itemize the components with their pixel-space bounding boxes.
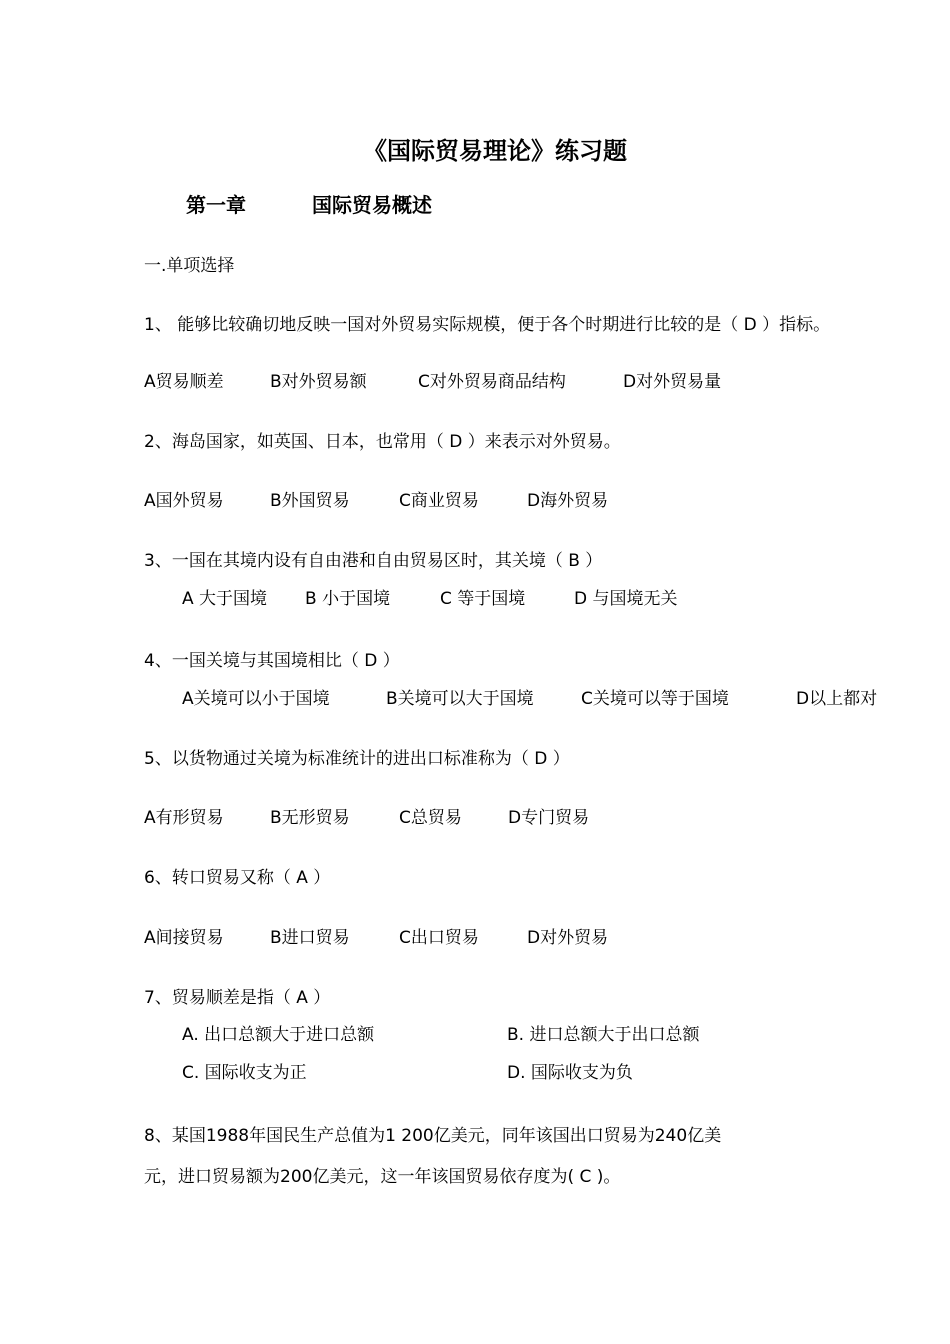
option-d: D 与国境无关: [574, 589, 678, 609]
option-d: D对外贸易量: [623, 372, 722, 392]
question-options-5: [0, 806, 950, 830]
question-stem-8-line-2: 元，进口贸易额为200亿美元，这一年该国贸易依存度为( C )。: [144, 1167, 621, 1187]
option-a: A国外贸易: [144, 491, 224, 511]
question-options-2: [0, 489, 950, 513]
option-b: B对外贸易额: [270, 372, 367, 392]
option-c: C 等于国境: [440, 589, 526, 609]
chapter-number: 第一章: [186, 193, 246, 217]
document-title: 《国际贸易理论》练习题: [363, 137, 627, 165]
option-c: C总贸易: [399, 808, 462, 828]
option-b: B关境可以大于国境: [386, 689, 534, 709]
question-options-4: [0, 687, 950, 711]
option-c: C关境可以等于国境: [581, 689, 729, 709]
option-d: D. 国际收支为负: [507, 1063, 633, 1083]
question-stem-4: 4、一国关境与其国境相比（ D ）: [144, 651, 400, 671]
question-options-3: [0, 587, 950, 611]
option-d: D以上都对: [796, 689, 878, 709]
option-a: A贸易顺差: [144, 372, 224, 392]
option-c: C出口贸易: [399, 928, 479, 948]
option-b: B进口贸易: [270, 928, 350, 948]
question-stem-2: 2、海岛国家，如英国、日本，也常用（ D ）来表示对外贸易。: [144, 432, 621, 452]
chapter-name: 国际贸易概述: [312, 193, 432, 217]
section-heading: 一.单项选择: [144, 256, 235, 276]
option-b: B 小于国境: [305, 589, 391, 609]
question-options-7-row-1: [0, 1023, 950, 1047]
option-a: A有形贸易: [144, 808, 224, 828]
option-d: D对外贸易: [527, 928, 609, 948]
option-a: A 大于国境: [182, 589, 268, 609]
question-stem-3: 3、一国在其境内设有自由港和自由贸易区时，其关境（ B ）: [144, 551, 603, 571]
question-stem-6: 6、转口贸易又称（ A ）: [144, 868, 331, 888]
option-a: A关境可以小于国境: [182, 689, 330, 709]
option-b: B. 进口总额大于出口总额: [507, 1025, 700, 1045]
question-stem-5: 5、以货物通过关境为标准统计的进出口标准称为（ D ）: [144, 749, 570, 769]
option-c: C商业贸易: [399, 491, 479, 511]
question-stem-1: 1、 能够比较确切地反映一国对外贸易实际规模，便于各个时期进行比较的是（ D ）指标。: [144, 315, 831, 335]
question-options-1: [0, 370, 950, 394]
question-options-6: [0, 926, 950, 950]
option-a: A. 出口总额大于进口总额: [182, 1025, 375, 1045]
option-b: B外国贸易: [270, 491, 350, 511]
question-stem-8-line-1: 8、某国1988年国民生产总值为1 200亿美元，同年该国出口贸易为240亿美: [144, 1126, 722, 1146]
question-options-7-row-2: [0, 1061, 950, 1085]
option-d: D海外贸易: [527, 491, 609, 511]
option-b: B无形贸易: [270, 808, 350, 828]
option-c: C. 国际收支为正: [182, 1063, 307, 1083]
option-a: A间接贸易: [144, 928, 224, 948]
option-c: C对外贸易商品结构: [418, 372, 566, 392]
option-d: D专门贸易: [508, 808, 590, 828]
question-stem-7: 7、贸易顺差是指（ A ）: [144, 988, 331, 1008]
